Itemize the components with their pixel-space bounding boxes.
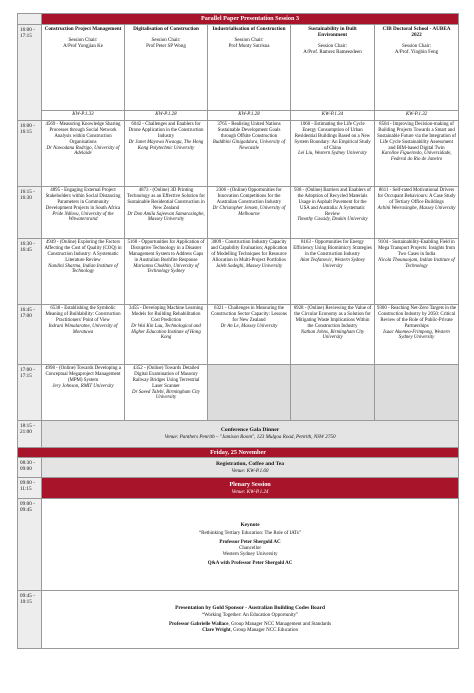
paper-title: 5168 - Opportunities for Application of Disruptive Technology in a Disaster Management System to Address Gaps in Australian Bushfire Response [127, 239, 205, 263]
paper-author: Karoline Figueiredo, Universidade, Federal do Rio de Janeiro [381, 151, 452, 163]
paper-title: 2306 - (Online) Opportunities for Innovation Competitions for the Australian Construction Industry [216, 187, 282, 205]
paper-title: 9300 - Reaching Net-Zero Targets in the Construction Industry by 2050: Critical Review of the Role of Public-Private Partnerships [377, 305, 457, 329]
paper-cell [42, 364, 125, 420]
dinner-title: Conference Gala Dinner [220, 427, 280, 434]
registration-row [42, 458, 459, 478]
slot-time: 17:00 - 17:15 [18, 364, 42, 420]
slot-row [18, 186, 459, 238]
paper-title: 8163 - Opportunities for Energy Efficiency Using Biomimicry Strategies in the Construction Industry [293, 239, 372, 257]
paper-title: 6538 - Establishing the Symbolic Meaning of Buildability: Construction Practitioners' Point of View [45, 305, 121, 323]
session-banner: Parallel Paper Presentation Session 3 [42, 14, 459, 25]
track-header-2 [125, 24, 208, 110]
keynote-row [42, 499, 459, 591]
slot-time: 16:45 - 17:00 [18, 304, 42, 364]
paper-cell [291, 364, 375, 420]
room-label: KW-P.1.28 [125, 110, 208, 120]
schedule-table [17, 13, 459, 649]
gold-title: Presentation by Gold Sponsor - Australian Building Codes Board [175, 604, 325, 611]
keynote-qa: Q&A with Professor Peter Shergold AC [207, 561, 293, 567]
paper-cell [208, 304, 291, 364]
session-time: 16:00 - 17:15 [18, 24, 42, 120]
paper-cell [375, 238, 459, 304]
paper-author: Buddhini Ginigaddara, University of Newcastle [212, 139, 286, 151]
paper-cell [125, 120, 208, 186]
paper-cell [375, 304, 459, 364]
paper-author: Isaac Akomea-Frimpong, Western Sydney University [383, 329, 450, 341]
paper-title: 8611 - Self-rated Motivational Drivers for Occupant Behaviours: A Case Study of Tertiary Office Buildings [377, 187, 456, 205]
paper-author: Dr Don Amila Sajeevan Samarasinghe, Massey University [127, 211, 205, 223]
paper-title: 3455 - Developing Machine Learning Models for Building Rehabilitation Cost Prediction [129, 305, 203, 323]
slot-row [18, 120, 459, 186]
paper-title: 6042 - Challenges and Enablers for Drone Application in the Construction Industry [128, 121, 204, 139]
paper-author: Timothy Cassidy, Deakin University [297, 217, 368, 223]
paper-title: 4998 - (Online) Towards Developing a Conceptual Megaproject Management (MPM) System [45, 365, 121, 383]
session-chair: Session Chair: A/Prof. Yingbin Feng [394, 44, 439, 56]
keynote-role: Chancellor [239, 545, 261, 551]
paper-cell [42, 304, 125, 364]
paper-author: Nathan Johns, Birmingham City University [300, 329, 365, 341]
paper-title: 8584 - Improving Decision-making of Building Projects Towards a Smart and Sustainable Future via the Integration of Life Cycle Sustainability Assessment and BIM-based Digital Twin [377, 121, 456, 151]
paper-cell [125, 304, 208, 364]
paper-title: 4895 - Engaging External Project Stakeholders within Social Distancing Parameters in Community Development Projects in South Africa [45, 187, 121, 211]
gold-time: 09:45 - 10:15 [18, 591, 42, 649]
paper-author: Nandini Sharma, Indian Institute of Technology [48, 263, 118, 275]
paper-author: Marianna Chokhin, University of Technology Sydney [133, 263, 199, 275]
gold-speaker-2 [44, 628, 456, 634]
room-label: KW-P.1.32 [375, 110, 459, 120]
track-title: CIB Doctoral School - AUBEA 2022 [382, 25, 451, 38]
paper-cell [291, 304, 375, 364]
paper-title: 938 - (Online) Barriers and Enablers of the Adoption of Recycled Materials Usage in Asphalt Pavement for the USA and Australia: A Systematic Review [294, 187, 371, 217]
keynote-org: Western Sydney University [222, 551, 278, 557]
paper-author: Pride Ndlovu, University of the Witwatersrand [52, 211, 114, 223]
slot-row [18, 364, 459, 420]
room-label: KW-P.1.28 [208, 110, 291, 120]
keynote-speaker: Professor Peter Shergold AC [219, 539, 281, 545]
paper-cell [125, 238, 208, 304]
speaker-name: Professor Gabrielle Wallace [169, 622, 229, 628]
keynote-time: 09:00 - 09:45 [18, 499, 42, 591]
slot-row [18, 238, 459, 304]
paper-author: Nicola Thounaojam, Indian Institute of Technology [378, 257, 455, 269]
paper-author: Dr Wai Kin Lau, Technological and Higher Education Institute of Hong Kong [131, 323, 201, 341]
paper-cell [375, 186, 459, 238]
registration-title: Registration, Coffee and Tea [216, 461, 285, 468]
session-chair: Session Chair: Prof Monty Sutrisna [228, 37, 270, 49]
plenary-time: 09:00 - 11:15 [18, 478, 42, 499]
paper-author: Jery Johnson, RMIT University [52, 383, 114, 389]
paper-author: Indrani Wimalaratne, University of Moratuwa [48, 323, 118, 335]
paper-cell [42, 186, 125, 238]
slot-time: 16:00 - 16:15 [18, 120, 42, 186]
paper-cell [208, 238, 291, 304]
slot-time: 16:30 - 16:45 [18, 238, 42, 304]
room-label: KW-P.1.34 [291, 110, 375, 120]
paper-cell [42, 120, 125, 186]
paper-cell [291, 120, 375, 186]
registration-venue: Venue: KW-P.1.60 [231, 467, 269, 474]
paper-title: 6928 - (Online) Reviewing the Value of the Circular Economy as a Solution for Mitigating Waste Implications Within the Construction Industry [293, 305, 372, 329]
paper-title: 1060 - Estimating the Life Cycle Energy Consumption of Urban Residential Buildings Based on a New System Boundary: An Empirical Study of China [294, 121, 371, 151]
paper-author: Dr An Le, Massey University [220, 323, 278, 329]
gold-talk: “Working Together: An Education Opportunity” [201, 613, 299, 619]
paper-cell [208, 120, 291, 186]
paper-cell [291, 238, 375, 304]
keynote-title: Keynote [240, 522, 260, 529]
plenary-row [42, 478, 459, 499]
paper-title: 4873 - (Online) 3D Printing Technology as an Effective Solution for Sustainable Residential Construction in New Zealand [127, 187, 205, 211]
slot-time: 16:15 - 16:30 [18, 186, 42, 238]
paper-cell [125, 186, 208, 238]
paper-author: Lei Liu, Western Sydney University [298, 151, 367, 157]
paper-cell [208, 186, 291, 238]
paper-author: Dr Christopher Jensen, University of Melbourne [212, 205, 286, 217]
paper-title: 3765 - Realising United Nations Sustainable Development Goals through Offsite Construction [217, 121, 281, 139]
track-header-1 [42, 24, 125, 110]
track-header-4 [291, 24, 375, 110]
day-banner: Friday, 25 November [18, 447, 459, 458]
session-chair: Session Chair: Prof Peter SP Wong [146, 37, 186, 49]
banner-spacer [18, 14, 42, 25]
paper-title: 3009 - Construction Industry Capacity and Capability Evaluation; Application of Modelling Techniques for Resource Allocation in Multi-Project Portfolios [210, 239, 288, 263]
registration-time: 08:30 - 09:00 [18, 458, 42, 478]
paper-cell [375, 364, 459, 420]
plenary-title: Plenary Session [229, 481, 271, 489]
paper-author: Dr Janet Mayowa Nwaogu, The Hong Kong Polytechnic University [128, 139, 204, 151]
dinner-venue: Venue: Panthers Penrith – "Jamison Room", 123 Mulgoa Road, Penrith, NSW 2750 [164, 433, 336, 440]
slot-row [18, 304, 459, 364]
paper-cell [42, 238, 125, 304]
gold-row [42, 591, 459, 649]
track-title: Industrialisation of Construction [212, 25, 286, 32]
paper-title: 4569 - Measuring Knowledge Sharing Processes through Social Network Analysis within Construction Organisations [45, 121, 121, 145]
plenary-venue: Venue: KW-P.1.24 [231, 488, 269, 495]
paper-cell [291, 186, 375, 238]
track-header-3 [208, 24, 291, 110]
keynote-talk: “Rethinking Tertiary Education: The Role of IATs” [198, 530, 302, 536]
paper-cell [125, 364, 208, 420]
paper-author: Dr Saeed Talebi, Birmingham City University [132, 389, 200, 401]
paper-author: Dr Nawodana Rodrigo, University of Adelaide [46, 145, 120, 157]
track-title: Sustainability in Built Environment [308, 25, 357, 38]
paper-author: Jaleh Sadeghi, Massey University [215, 263, 283, 269]
paper-title: 6321 - Challenges in Measuring the Construction Sector Capacity: Lessons for New Zealand [211, 305, 287, 323]
track-title: Digitalisation of Construction [133, 25, 199, 32]
paper-author: Alan Teofanovic, Western Sydney University [300, 257, 365, 269]
paper-author: Achini Weerasinghe, Massey University [377, 205, 456, 211]
paper-title: 4949 - (Online) Exploring the Factors Affecting the Cost of Quality (COQ) in Construction Industry: A Systematic Literature Review [44, 239, 122, 263]
dinner-row [42, 420, 459, 447]
paper-title: 4352 - (Online) Towards Detailed Digital Examination of Masonry Railway Bridges Using Terrestrial Laser Scanner [132, 365, 200, 389]
room-label: KW-P.1.33 [42, 110, 125, 120]
paper-cell [208, 364, 291, 420]
dinner-time: 18:15 - 21:00 [18, 420, 42, 447]
paper-cell [375, 120, 459, 186]
speaker-name: Clare Wright [202, 628, 231, 634]
track-title: Construction Project Management [44, 25, 122, 32]
program-page [17, 13, 458, 649]
session-chair: Session Chair: A/Prof. Ramrez Rameezdeen [303, 44, 362, 56]
session-chair: Session Chair: A/Prof Yongjian Ke [63, 37, 103, 49]
paper-title: 9104 - Sustainability-Enabling Field in Mega Transport Projects: Insights from Two Cases in India [378, 239, 455, 257]
speaker-role: , Group Manager NCC Education [230, 628, 298, 634]
speaker-role: , Group Manager NCC Management and Standards [228, 622, 332, 628]
track-header-5 [375, 24, 459, 110]
